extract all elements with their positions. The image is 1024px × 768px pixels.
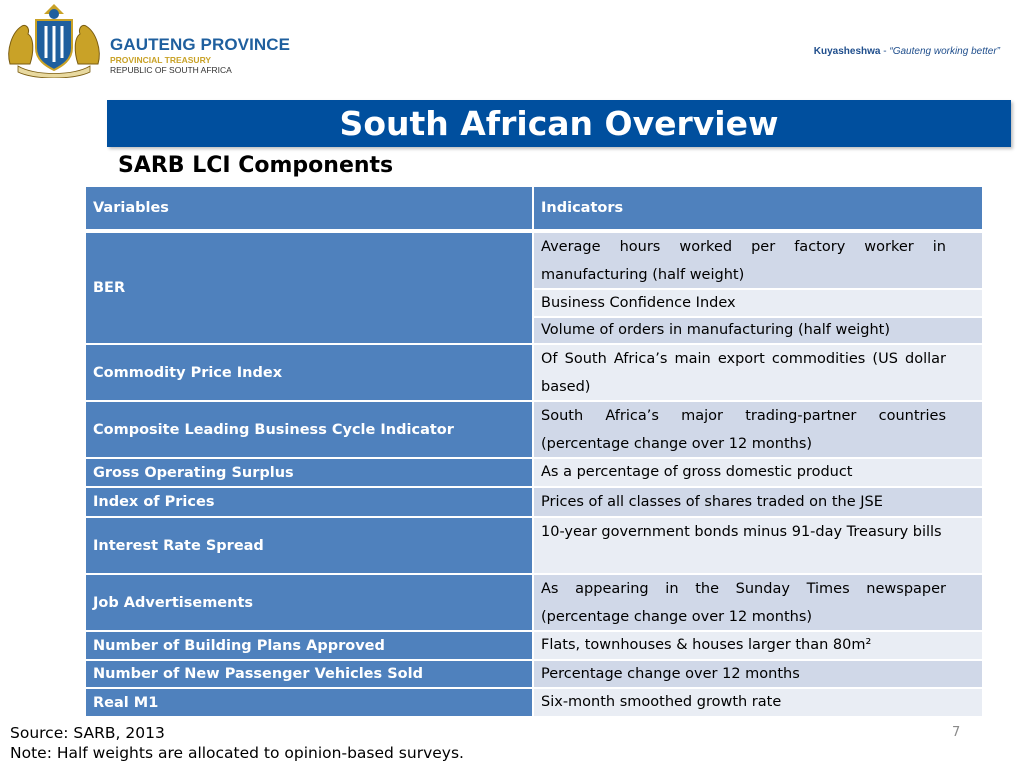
indicator-cell: Of South Africa’s main export commodities (US dollar based)	[534, 345, 982, 400]
indicator-cell: 10-year government bonds minus 91-day Treasury bills	[534, 518, 982, 573]
column-header-indicators: Indicators	[534, 187, 982, 229]
coat-of-arms-logo	[4, 2, 104, 78]
variable-cell: Number of New Passenger Vehicles Sold	[86, 661, 532, 687]
source-text: Source: SARB, 2013	[10, 724, 165, 742]
tagline	[814, 46, 1000, 57]
org-country: REPUBLIC OF SOUTH AFRICA	[110, 65, 232, 75]
page-title: South African Overview	[339, 104, 779, 143]
indicator-cell: As appearing in the Sunday Times newspaper (percentage change over 12 months)	[534, 575, 982, 630]
page-number: 7	[952, 725, 961, 740]
title-bar	[107, 100, 1011, 147]
section-subtitle: SARB LCI Components	[118, 153, 394, 178]
variable-cell: Job Advertisements	[86, 575, 532, 630]
variable-cell: Composite Leading Business Cycle Indicator	[86, 402, 532, 457]
org-department: PROVINCIAL TREASURY	[110, 55, 212, 65]
variable-cell: Index of Prices	[86, 488, 532, 516]
tagline-separator: -	[880, 46, 890, 57]
indicator-cell: Flats, townhouses & houses larger than 80m²	[534, 632, 982, 659]
indicator-cell: Six-month smoothed growth rate	[534, 689, 982, 716]
variable-cell: Interest Rate Spread	[86, 518, 532, 573]
variable-cell: BER	[86, 233, 532, 343]
variable-cell: Gross Operating Surplus	[86, 459, 532, 486]
indicator-cell: Business Confidence Index	[534, 290, 982, 316]
source-note	[10, 723, 464, 763]
indicator-cell: As a percentage of gross domestic product	[534, 459, 982, 486]
indicator-cell: South Africa’s major trading-partner countries (percentage change over 12 months)	[534, 402, 982, 457]
footnote-text: Note: Half weights are allocated to opinion-based surveys.	[10, 744, 464, 762]
variable-cell: Real M1	[86, 689, 532, 716]
indicator-cell: Prices of all classes of shares traded on the JSE	[534, 488, 982, 516]
tagline-quote: “Gauteng working better”	[889, 46, 1000, 57]
indicator-cell: Volume of orders in manufacturing (half weight)	[534, 318, 982, 343]
tagline-brand: Kuyasheshwa	[813, 46, 881, 57]
column-header-variables: Variables	[86, 187, 532, 229]
variable-cell: Commodity Price Index	[86, 345, 532, 400]
indicator-cell: Average hours worked per factory worker in manufacturing (half weight)	[534, 233, 982, 288]
indicator-cell: Percentage change over 12 months	[534, 661, 982, 687]
variable-cell: Number of Building Plans Approved	[86, 632, 532, 659]
org-name: GAUTENG PROVINCE	[110, 35, 291, 54]
